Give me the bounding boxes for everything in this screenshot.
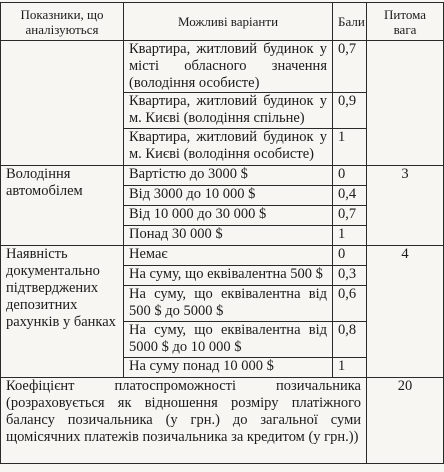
weight-cell-deposits: 4 bbox=[367, 246, 444, 378]
header-score: Бали bbox=[333, 3, 367, 41]
score-cell: 0 bbox=[333, 246, 367, 266]
table-row bbox=[1, 378, 444, 464]
variant-cell: Квартира, житловий будинок у м. Києві (володіння особисте) bbox=[124, 129, 333, 166]
table-header-row bbox=[1, 3, 444, 41]
table-row bbox=[1, 166, 444, 186]
header-weight: Питома вага bbox=[367, 3, 444, 41]
score-cell: 1 bbox=[333, 226, 367, 246]
variant-cell: На суму, що еквівалентна від 5000 $ до 10 000 $ bbox=[124, 322, 333, 358]
score-cell: 0,6 bbox=[333, 286, 367, 322]
weight-cell-housing bbox=[367, 41, 444, 166]
variant-cell: Немає bbox=[124, 246, 333, 266]
variant-cell: Квартира, житловий будинок у місті обласного значення (володіння особисте) bbox=[124, 41, 333, 93]
variant-cell: Вартістю до 3000 $ bbox=[124, 166, 333, 186]
header-indicator: Показники, що аналізуються bbox=[1, 3, 124, 41]
table-row bbox=[1, 41, 444, 93]
score-cell: 0,7 bbox=[333, 41, 367, 93]
variant-cell: На суму понад 10 000 $ bbox=[124, 358, 333, 378]
table-row bbox=[1, 246, 444, 266]
score-cell: 0,8 bbox=[333, 322, 367, 358]
variant-cell: Від 3000 до 10 000 $ bbox=[124, 186, 333, 206]
header-variants: Можливі варіанти bbox=[124, 3, 333, 41]
variant-cell: Квартира, житловий будинок у м. Києві (володіння спільне) bbox=[124, 93, 333, 129]
variant-cell: На суму, що еквівалентна 500 $ bbox=[124, 266, 333, 286]
weight-cell-car: 3 bbox=[367, 166, 444, 246]
weight-cell-solvency: 20 bbox=[367, 378, 444, 464]
score-cell: 0,7 bbox=[333, 206, 367, 226]
indicator-cell-car: Володіння автомобілем bbox=[1, 166, 124, 246]
indicator-cell-solvency: Коефіцієнт платоспроможності позичальника (розраховується як відношення розміру платіжного балансу позичальника (у грн.) до загальної суми щомісячних платежів позичальника за кредитом (у грн.)) bbox=[1, 378, 367, 464]
score-cell: 0,3 bbox=[333, 266, 367, 286]
variant-cell: Від 10 000 до 30 000 $ bbox=[124, 206, 333, 226]
score-cell: 0,4 bbox=[333, 186, 367, 206]
score-cell: 0 bbox=[333, 166, 367, 186]
variant-cell: На суму, що еквівалентна від 500 $ до 5000 $ bbox=[124, 286, 333, 322]
scoring-table bbox=[0, 2, 444, 464]
score-cell: 1 bbox=[333, 129, 367, 166]
score-cell: 1 bbox=[333, 358, 367, 378]
score-cell: 0,9 bbox=[333, 93, 367, 129]
indicator-cell-deposits: Наявність документально підтверджених депозитних рахунків у банках bbox=[1, 246, 124, 378]
variant-cell: Понад 30 000 $ bbox=[124, 226, 333, 246]
indicator-cell-housing bbox=[1, 41, 124, 166]
